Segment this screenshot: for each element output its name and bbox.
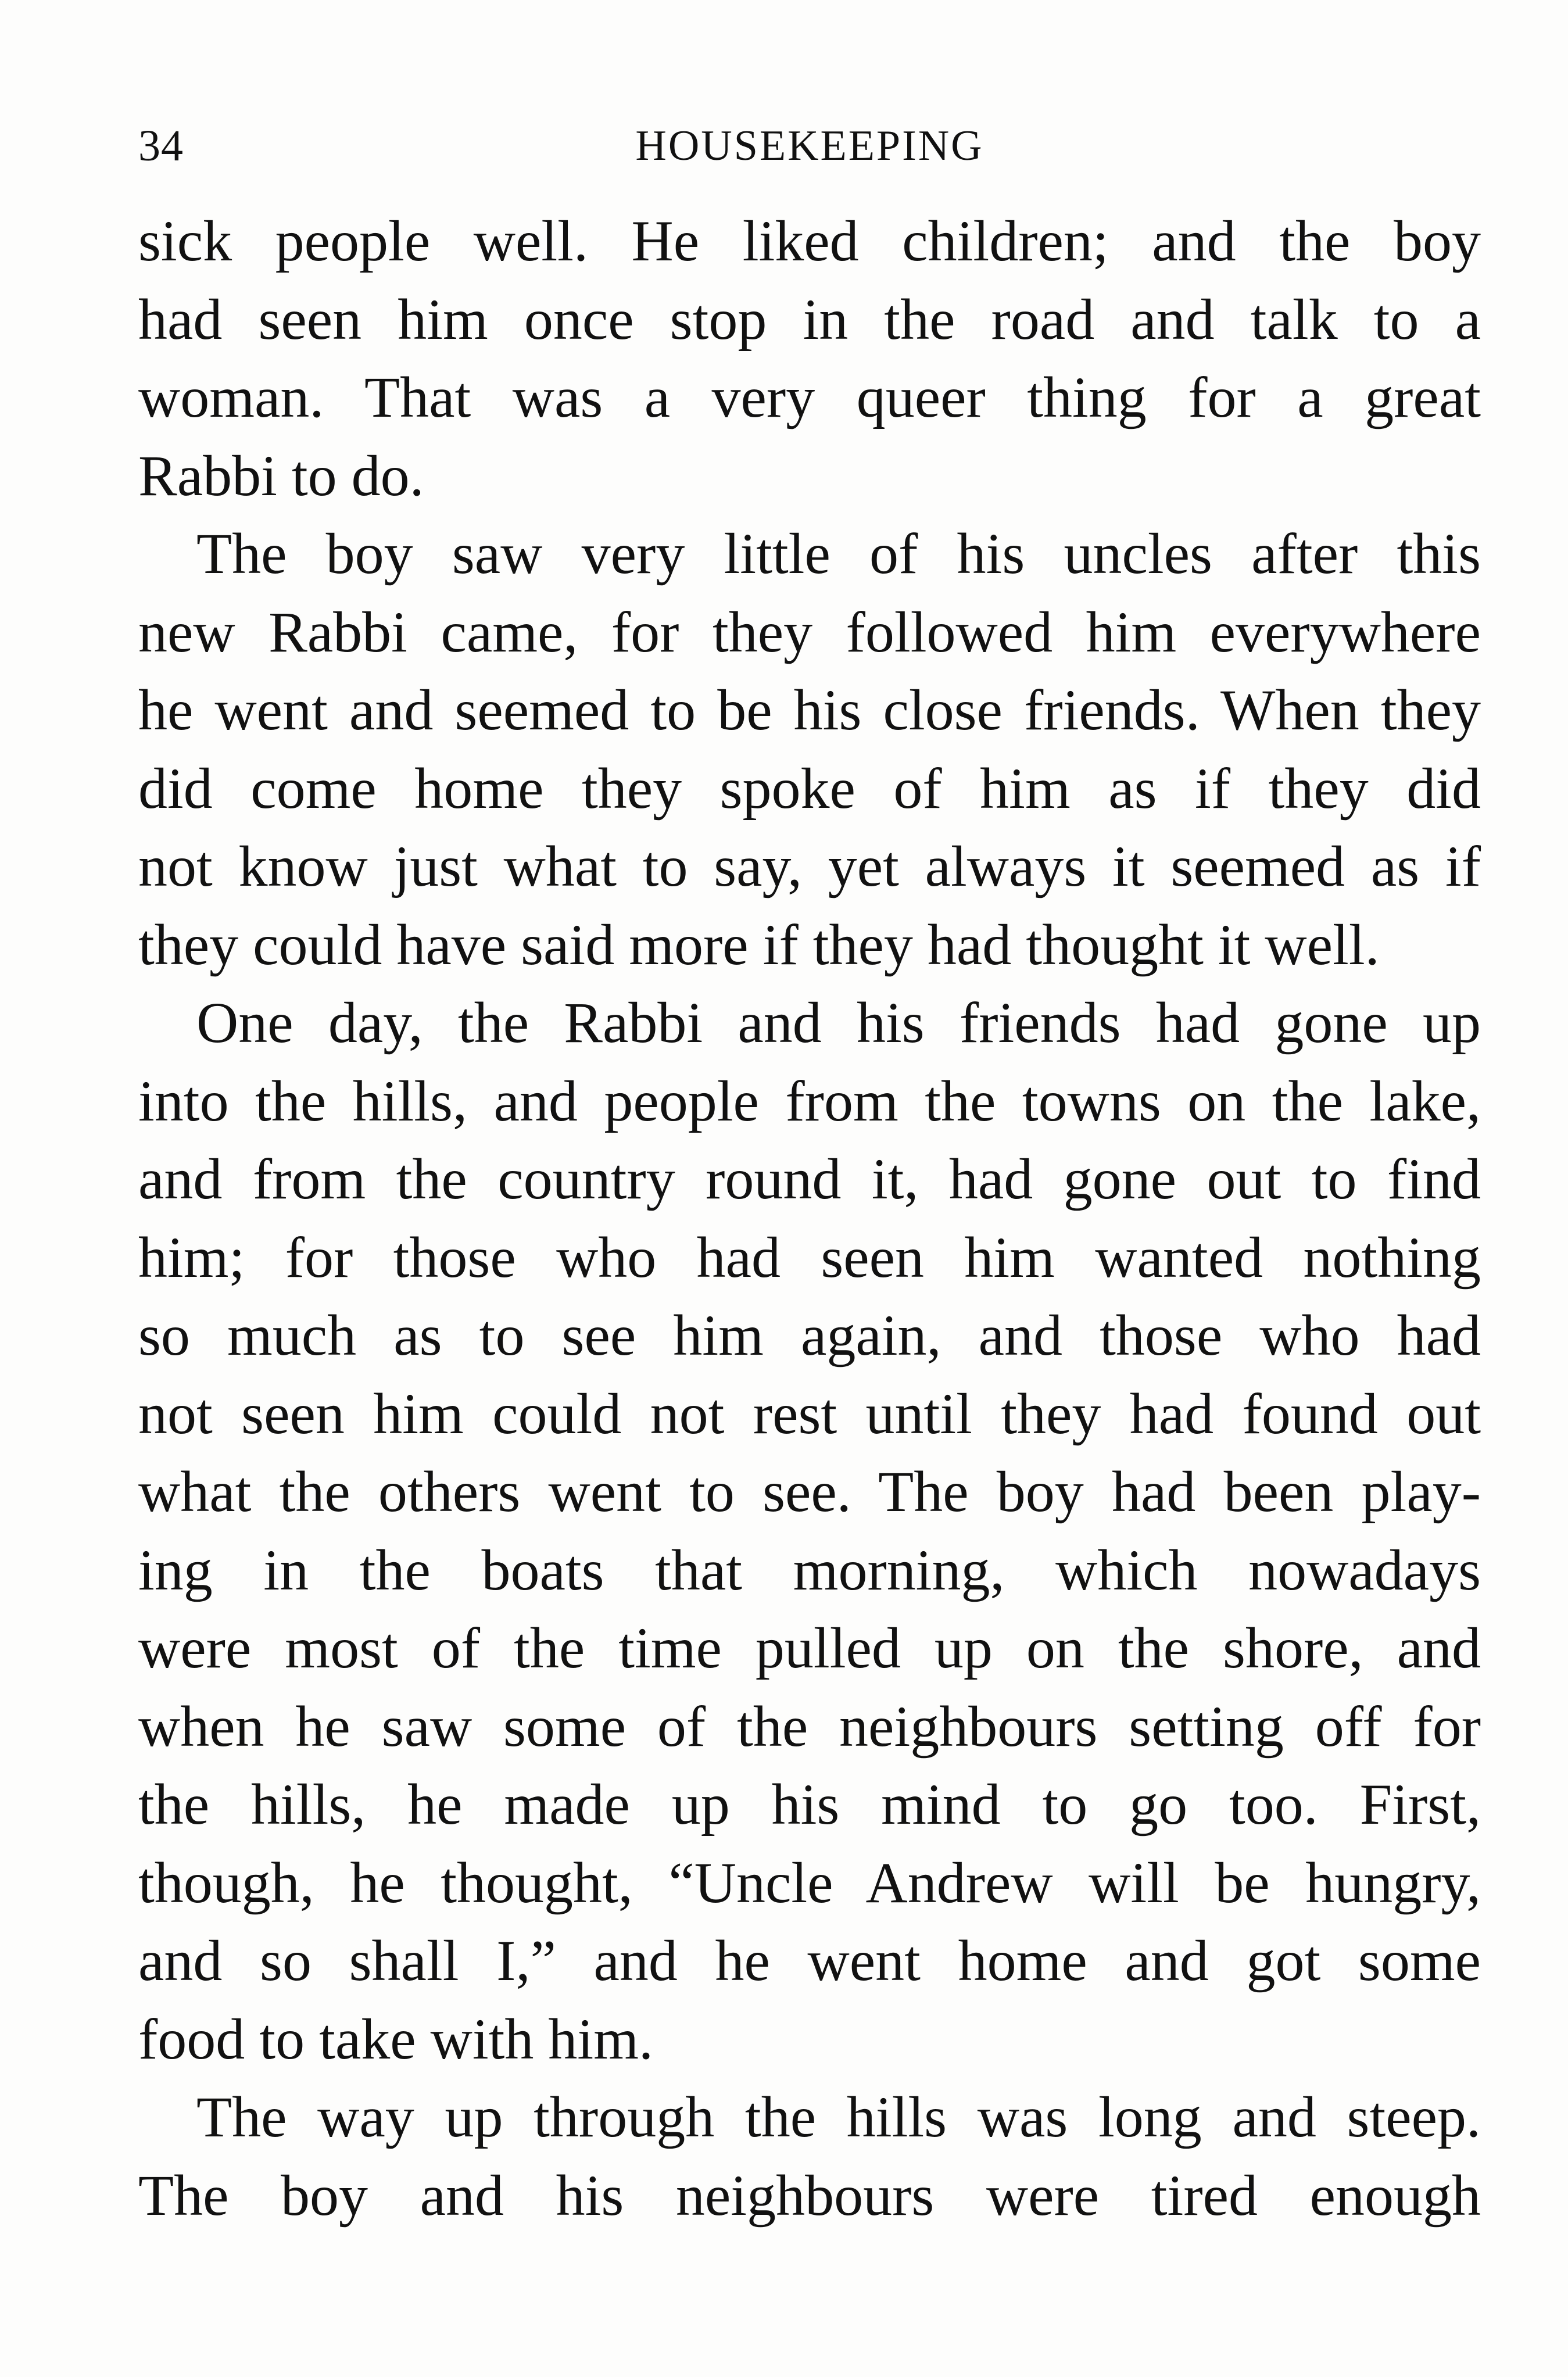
text-line: when he saw some of the neighbours setting off for: [138, 1694, 1481, 1759]
text-line: new Rabbi came, for they followed him everywhere: [138, 599, 1481, 664]
text-line: Rabbi to do.: [138, 443, 424, 508]
running-head: [138, 114, 1481, 178]
text-line: him; for those who had seen him wanted nothing: [138, 1225, 1481, 1290]
text-line: were most of the time pulled up on the shore, and: [138, 1616, 1481, 1680]
running-title: HOUSEKEEPING: [635, 122, 984, 170]
text-line: The boy saw very little of his uncles after this: [196, 521, 1481, 586]
text-line: not know just what to say, yet always it seemed as if: [138, 834, 1481, 898]
text-line: One day, the Rabbi and his friends had gone up: [196, 990, 1481, 1055]
text-line: the hills, he made up his mind to go too. First,: [138, 1772, 1481, 1837]
text-line: food to take with him.: [138, 2006, 653, 2071]
text-line: and so shall I,” and he went home and got some: [138, 1928, 1481, 1993]
text-line: what the others went to see. The boy had been play-: [138, 1459, 1481, 1524]
text-line: and from the country round it, had gone out to find: [138, 1147, 1481, 1211]
body-text: [138, 202, 1481, 2235]
text-line: not seen him could not rest until they had found out: [138, 1381, 1481, 1446]
text-line: The way up through the hills was long and steep.: [196, 2085, 1481, 2149]
text-line: he went and seemed to be his close friends. When they: [138, 678, 1481, 742]
text-line: did come home they spoke of him as if they did: [138, 756, 1481, 821]
text-line: so much as to see him again, and those who had: [138, 1303, 1481, 1368]
text-line: woman. That was a very queer thing for a great: [138, 365, 1481, 429]
text-line: they could have said more if they had thought it well.: [138, 912, 1380, 977]
text-line: The boy and his neighbours were tired enough: [138, 2163, 1481, 2228]
page-number: 34: [138, 121, 184, 170]
text-line: though, he thought, “Uncle Andrew will be hungry,: [138, 1850, 1481, 1915]
text-line: ing in the boats that morning, which nowadays: [138, 1537, 1481, 1602]
text-line: sick people well. He liked children; and the boy: [138, 209, 1481, 273]
text-line: had seen him once stop in the road and talk to a: [138, 287, 1481, 352]
text-line: into the hills, and people from the towns on the lake,: [138, 1068, 1481, 1133]
